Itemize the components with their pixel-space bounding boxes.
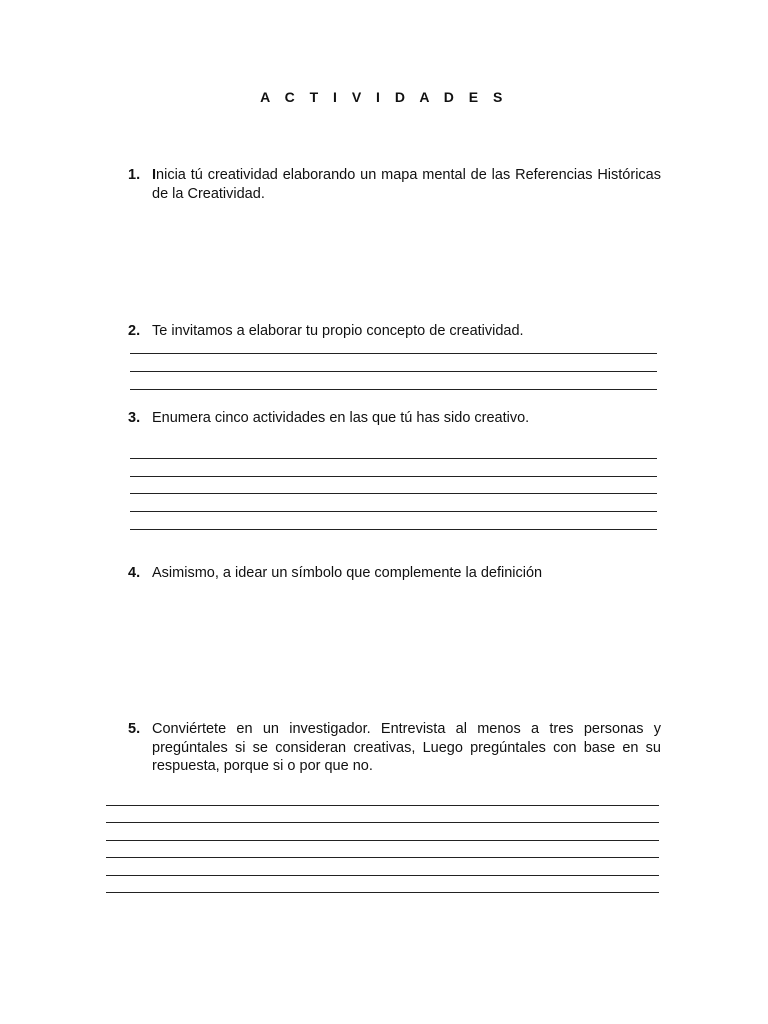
activity-item-1 xyxy=(128,166,661,203)
answer-line[interactable] xyxy=(106,875,659,876)
item-number: 1. xyxy=(128,167,141,183)
answer-line[interactable] xyxy=(106,892,659,893)
answer-line[interactable] xyxy=(130,511,657,512)
activity-item-2 xyxy=(128,322,661,341)
answer-line[interactable] xyxy=(130,371,657,372)
item-text: Asimismo, a idear un símbolo que complemente la definición xyxy=(152,565,543,581)
item-text: Enumera cinco actividades en las que tú has sido creativo. xyxy=(152,410,530,426)
answer-line[interactable] xyxy=(106,805,659,806)
item-body: nicia tú creatividad elaborando un mapa mental de las Referencias Históricas de la Creatividad. xyxy=(152,167,661,202)
answer-line[interactable] xyxy=(130,458,657,459)
answer-line[interactable] xyxy=(130,389,657,390)
item-number: 2. xyxy=(128,323,141,339)
item-lead-letter: I xyxy=(152,167,157,183)
page-title: A C T I V I D A D E S xyxy=(260,89,508,105)
answer-line[interactable] xyxy=(106,857,659,858)
answer-line[interactable] xyxy=(130,529,657,530)
item-number: 3. xyxy=(128,410,141,426)
answer-line[interactable] xyxy=(106,840,659,841)
activity-item-3 xyxy=(128,409,661,428)
activity-item-5 xyxy=(128,720,661,776)
item-number: 4. xyxy=(128,565,141,581)
answer-line[interactable] xyxy=(130,493,657,494)
answer-line[interactable] xyxy=(130,353,657,354)
item-text: Conviértete en un investigador. Entrevista al menos a tres personas y pregúntales si se consideran creativas, Luego pregúntales con base en su respuesta, porque si o por que no. xyxy=(152,721,661,774)
item-number: 5. xyxy=(128,721,141,737)
activity-item-4 xyxy=(128,564,661,583)
item-text xyxy=(152,166,661,203)
answer-line[interactable] xyxy=(130,476,657,477)
answer-line[interactable] xyxy=(106,822,659,823)
item-text: Te invitamos a elaborar tu propio concepto de creatividad. xyxy=(152,323,524,339)
